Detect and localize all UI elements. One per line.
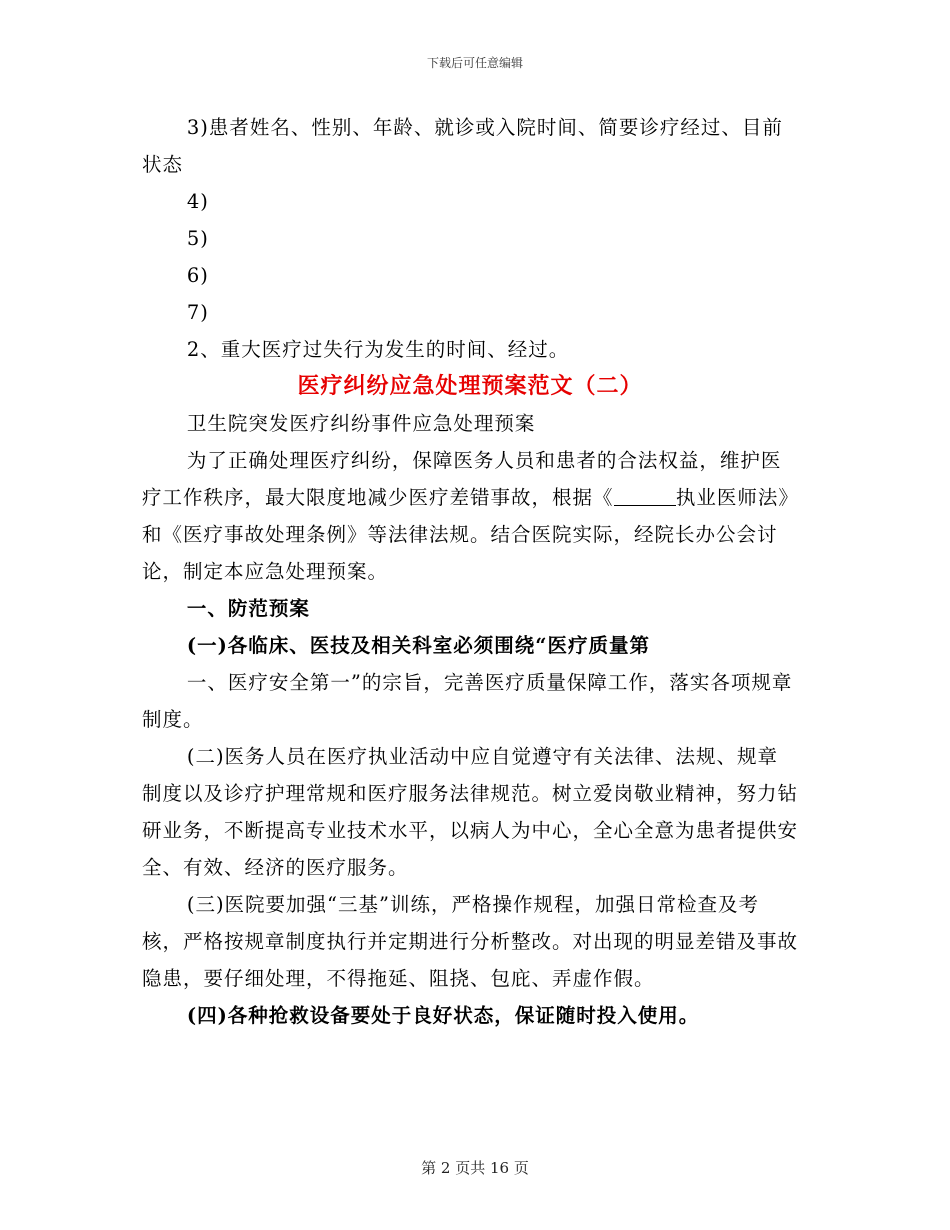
paragraph-major-negligence: 2、重大医疗过失行为发生的时间、经过。 <box>186 338 570 361</box>
paragraph-item-four: (四)各种抢救设备要处于良好状态，保证随时投入使用。 <box>186 1004 700 1027</box>
paragraph-item-3: 3)患者姓名、性别、年龄、就诊或入院时间、简要诊疗经过、目前状态 <box>142 116 783 176</box>
page-footer: 第 2 页共 16 页 <box>421 1159 529 1177</box>
paragraph-item-one: (一)各临床、医技及相关科室必须围绕“医疗质量第 <box>186 634 651 657</box>
paragraph-item-7: 7) <box>186 301 209 324</box>
page-header: 下载后可任意编辑 <box>426 56 523 70</box>
plan-subtitle: 卫生院突发医疗纠纷事件应急处理预案 <box>186 412 536 435</box>
paragraph-item-three: (三)医院要加强“三基”训练，严格操作规程，加强日常检查及考核，严格按规章制度执行并定期进行分析整改。对出现的明显差错及事故隐患，要仔细处理，不得拖延、阻挠、包庇、弄虚作假。 <box>142 893 799 990</box>
document-body <box>142 109 798 1034</box>
paragraph-item-two: (二)医务人员在医疗执业活动中应自觉遵守有关法律、法规、规章制度以及诊疗护理常规和医疗服务法律规范。树立爱岗敬业精神，努力钻研业务，不断提高专业技术水平，以病人为中心，全心全意为患者提供安全、有效、经济的医疗服务。 <box>142 745 799 879</box>
paragraph-item-4: 4) <box>186 190 209 213</box>
paragraph-item-5: 5) <box>186 227 209 250</box>
paragraph-purpose <box>142 442 798 590</box>
purpose-text-start: 为了正确处理医疗纠纷，保障医务人员和患者的合法权益，维护医疗工作秩序，最大限度地减少医疗差错事故，根据《 <box>142 449 782 509</box>
paragraph-item-one-continued: 一、医疗安全第一”的宗旨，完善医疗质量保障工作，落实各项规章制度。 <box>142 671 793 731</box>
heading-prevention-plan: 一、防范预案 <box>186 597 310 620</box>
purpose-text-end: 执业医师法》和《医疗事故处理条例》等法律法规。结合医院实际，经院长办公会讨论，制定本应急处理预案。 <box>142 486 790 583</box>
blank-underline <box>614 486 676 507</box>
paragraph-item-6: 6) <box>186 264 209 287</box>
section-title: 医疗纠纷应急处理预案范文（二） <box>297 373 643 399</box>
